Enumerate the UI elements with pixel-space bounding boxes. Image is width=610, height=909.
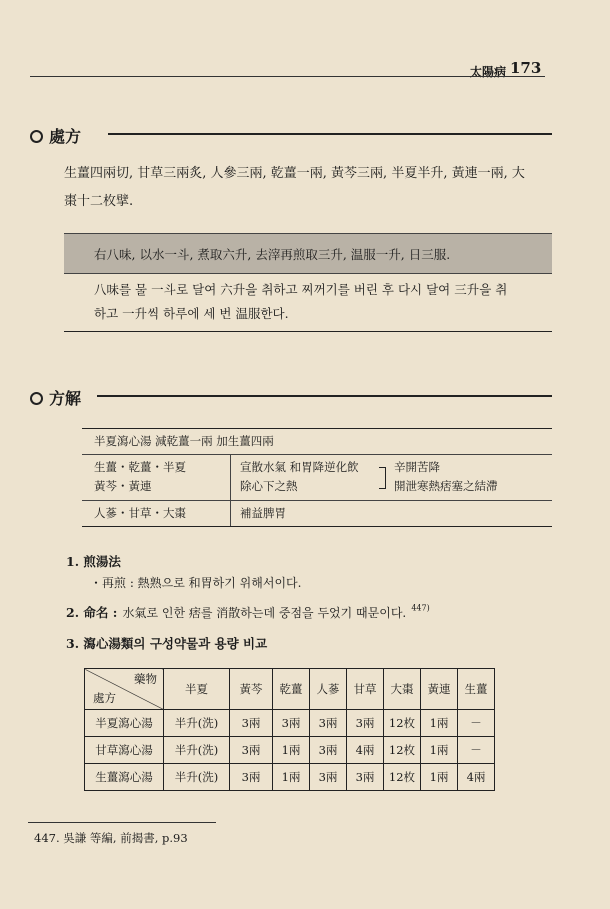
fangjie-rule (97, 395, 552, 397)
table-cell: 3兩 (347, 764, 384, 791)
table-row-name: 甘草瀉心湯 (85, 737, 164, 764)
comparison-table (84, 668, 495, 791)
table-row (85, 710, 495, 737)
table-cell: － (458, 710, 495, 737)
table-cell: 3兩 (230, 764, 273, 791)
fangjie-row2-mid1: 宣散水氣 和胃降逆化飲 (240, 460, 359, 474)
fangjie-row3-mid: 補益脾胃 (240, 506, 286, 520)
fangjie-row-2 (82, 455, 552, 501)
fangjie-divider (230, 501, 231, 526)
fangjie-row1-text: 半夏瀉心湯 減乾薑一兩 加生薑四兩 (94, 434, 274, 448)
circle-bullet-icon (30, 392, 43, 405)
table-header-cell: 甘草 (347, 669, 384, 710)
table-header-cell: 生薑 (458, 669, 495, 710)
table-header-cell: 黃芩 (230, 669, 273, 710)
table-cell: 1兩 (421, 710, 458, 737)
table-cell: 半升(洗) (164, 764, 230, 791)
table-header-cell: 人蔘 (310, 669, 347, 710)
page-number: 173 (510, 59, 542, 77)
table-row (85, 737, 495, 764)
table-cell: 3兩 (273, 710, 310, 737)
table-cell: 3兩 (230, 737, 273, 764)
method-text: 右八味, 以水一斗, 煮取六升, 去滓再煎取三升, 温服一升, 日三服. (94, 247, 451, 262)
header-rule (30, 76, 545, 77)
table-header-cell: 黃連 (421, 669, 458, 710)
table-cell: 3兩 (230, 710, 273, 737)
prescription-heading (30, 124, 81, 147)
section1-text: ・再煎 : 熱熟으로 和胃하기 위해서이다. (90, 576, 302, 590)
fangjie-row2-mid2: 除心下之熱 (240, 479, 298, 493)
table-cell: 12枚 (384, 764, 421, 791)
fangjie-title: 方解 (49, 389, 82, 408)
section2-footnote-ref: 447) (411, 603, 430, 613)
prescription-title: 處方 (49, 127, 82, 146)
fangjie-divider (230, 455, 231, 500)
table-cell: 3兩 (310, 710, 347, 737)
section2-text: 水氣로 인한 痞를 消散하는데 중점을 두었기 때문이다. (122, 606, 407, 620)
table-cell: 3兩 (347, 710, 384, 737)
fangjie-row-3 (82, 501, 552, 526)
fangjie-row2-right1: 辛開苦降 (394, 460, 440, 474)
table-cell: 4兩 (458, 764, 495, 791)
table-row (85, 764, 495, 791)
prescription-bottom-rule (64, 331, 552, 332)
table-corner-cell (85, 669, 164, 710)
fangjie-row2-right2: 開泄寒熱痞塞之結滯 (394, 479, 498, 493)
table-cell: 3兩 (310, 764, 347, 791)
section3-title: 3. 瀉心湯類의 구성약물과 용량 비교 (66, 636, 268, 651)
fangjie-row2-left2: 黃芩・黃連 (94, 479, 152, 493)
prescription-ingredients-line2: 棗十二枚擘. (64, 194, 134, 209)
table-row-name: 生薑瀉心湯 (85, 764, 164, 791)
table-cell: 1兩 (273, 764, 310, 791)
prescription-rule (108, 133, 552, 135)
fangjie-table (82, 428, 552, 527)
table-cell: 3兩 (310, 737, 347, 764)
bracket-icon (379, 467, 386, 489)
section2-title: 2. 命名 : (66, 605, 118, 620)
table-cell: 1兩 (421, 764, 458, 791)
footnote-rule (28, 822, 216, 823)
table-cell: － (458, 737, 495, 764)
table-header-row (85, 669, 495, 710)
method-box (64, 233, 552, 274)
table-cell: 12枚 (384, 737, 421, 764)
table-cell: 12枚 (384, 710, 421, 737)
fangjie-heading (30, 386, 81, 409)
table-cell: 半升(洗) (164, 710, 230, 737)
fangjie-row3-left: 人蔘・甘草・大棗 (94, 506, 186, 520)
footnote: 447. 吳謙 等編, 前揭書, p.93 (34, 831, 188, 845)
chapter-title: 太陽病 (470, 65, 507, 79)
table-cell: 1兩 (421, 737, 458, 764)
table-row-name: 半夏瀉心湯 (85, 710, 164, 737)
section2 (66, 602, 430, 621)
korean-line1: 八味를 물 一斗로 달여 六升을 취하고 찌꺼기를 버린 후 다시 달여 三升을 취 (94, 282, 508, 297)
circle-bullet-icon (30, 130, 43, 143)
prescription-ingredients-line1: 生薑四兩切, 甘草三兩炙, 人參三兩, 乾薑一兩, 黃芩三兩, 半夏半升, 黃連一兩, 大 (64, 166, 525, 181)
table-cell: 4兩 (347, 737, 384, 764)
table-header-cell: 大棗 (384, 669, 421, 710)
corner-top-label: 藥物 (134, 672, 157, 686)
table-cell: 1兩 (273, 737, 310, 764)
section1-title: 1. 煎湯法 (66, 554, 121, 569)
corner-bottom-label: 處方 (93, 691, 116, 705)
korean-line2: 하고 一升씩 하루에 세 번 温服한다. (94, 306, 289, 321)
table-header-cell: 乾薑 (273, 669, 310, 710)
korean-translation (94, 278, 544, 326)
table-header-cell: 半夏 (164, 669, 230, 710)
table-cell: 半升(洗) (164, 737, 230, 764)
fangjie-row-1 (82, 429, 552, 455)
fangjie-row2-left1: 生薑・乾薑・半夏 (94, 460, 186, 474)
